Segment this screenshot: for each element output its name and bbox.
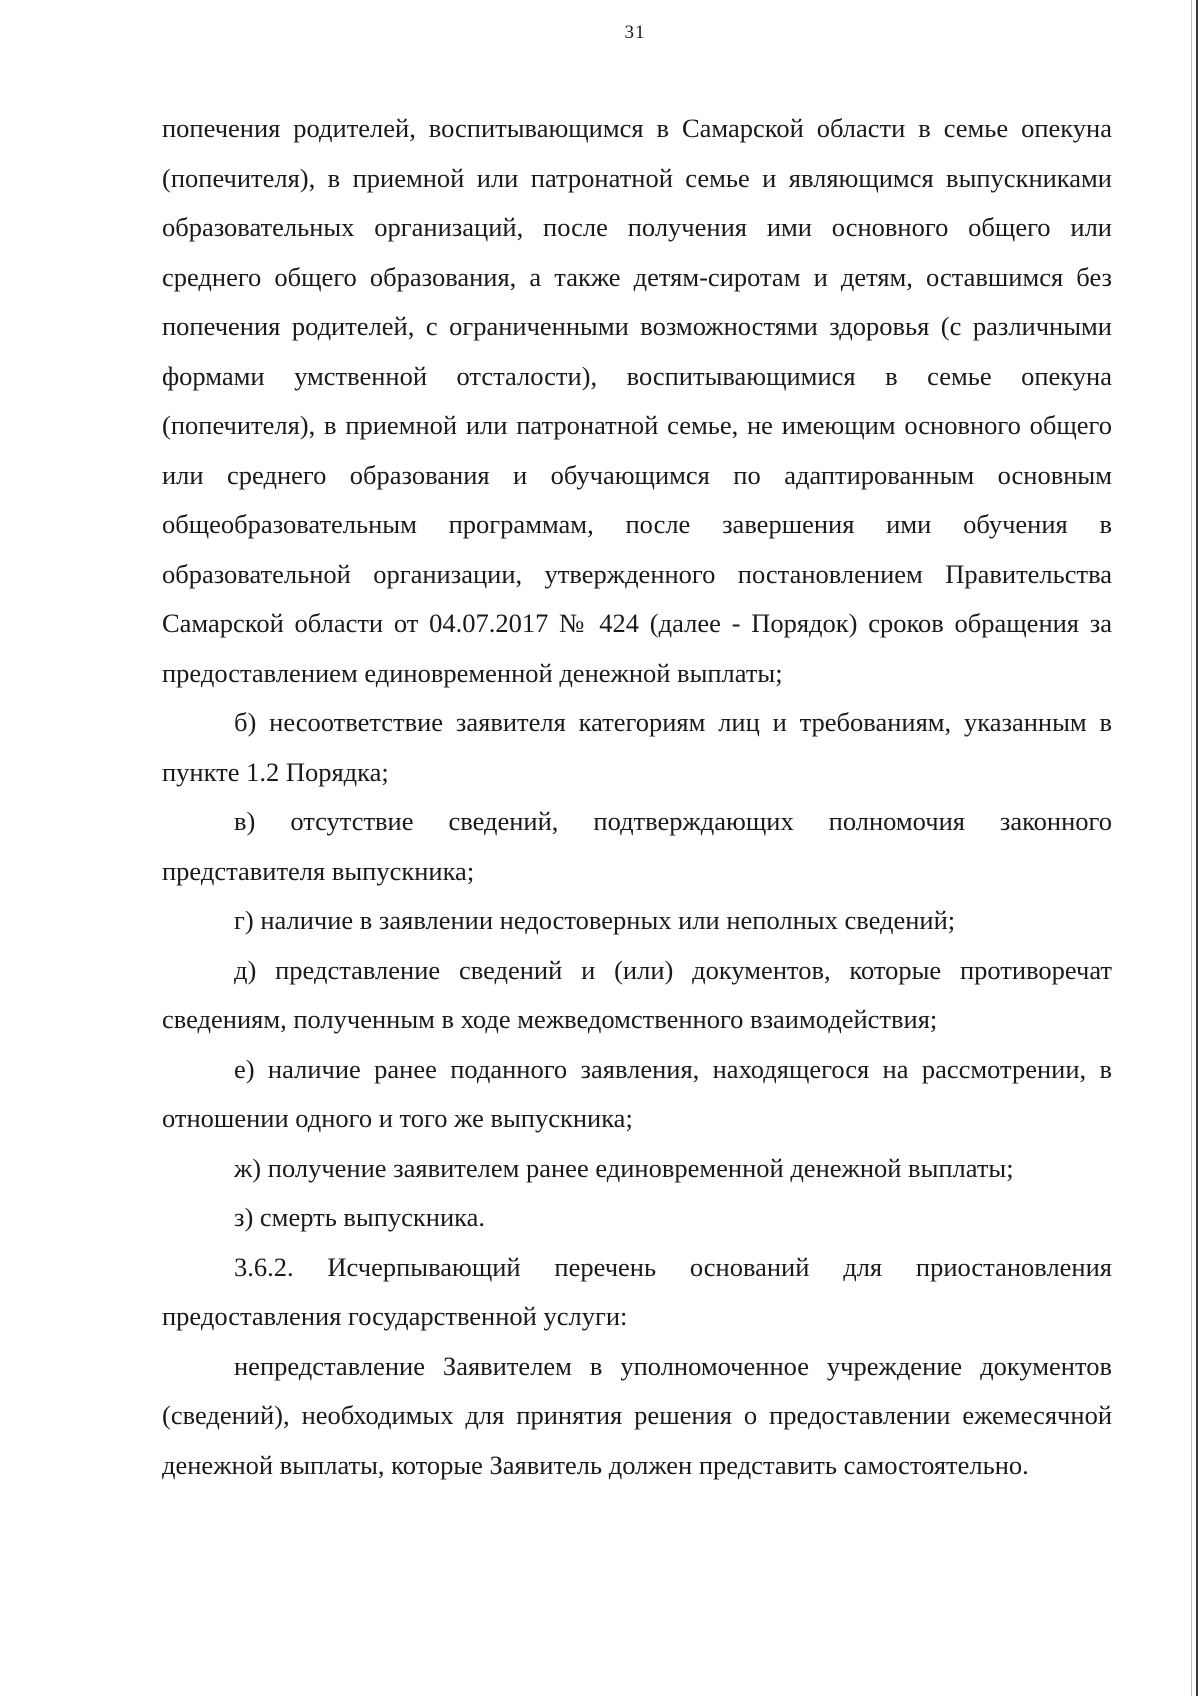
scan-edge-shadow: [1191, 0, 1192, 1696]
document-body: [162, 104, 1112, 1490]
paragraph-item-z: з) смерть выпускника.: [234, 1202, 486, 1232]
paragraph-section-3-6-2: 3.6.2. Исчерпывающий перечень оснований для приостановления предоставления государственной услуги:: [162, 1251, 1112, 1331]
paragraph-item-g: г) наличие в заявлении недостоверных или неполных сведений;: [234, 905, 956, 935]
paragraph-item-e: е) наличие ранее поданного заявления, находящегося на рассмотрении, в отношении одного и того же выпускника;: [162, 1053, 1112, 1133]
paragraph-item-v: в) отсутствие сведений, подтверждающих полномочия законного представителя выпускника;: [162, 806, 1112, 886]
paragraph-continuation: попечения родителей, воспитывающимся в Самарской области в семье опекуна (попечителя), в приемной или патронатной семье и являющимся выпускниками образовательных организаций, после получения ими основного общего или среднего общего образования, а также детям-сиротам и детям, оставшимся без попечения родителей, с ограниченными возможностями здоровья (с различными формами умственной отсталости), воспитывающимися в семье опекуна (попечителя), в приемной или патронатной семье, не имеющим основного общего или среднего образования и обучающимся по адаптированным основным общеобразовательным программам, после завершения ими обучения в образовательной организации, утвержденного постановлением Правительства Самарской области от 04.07.2017 № 424 (далее - Порядок) сроков обращения за предоставлением единовременной денежной выплаты;: [162, 113, 1112, 688]
scan-edge: [1196, 0, 1198, 1696]
paragraph-item-d: д) представление сведений и (или) документов, которые противоречат сведениям, полученным в ходе межведомственного взаимодействия;: [162, 954, 1112, 1034]
paragraph-suspension-ground: непредставление Заявителем в уполномоченное учреждение документов (сведений), необходимых для принятия решения о предоставлении ежемесячной денежной выплаты, которые Заявитель должен представить самостоятельно.: [162, 1350, 1112, 1480]
paragraph-item-b: б) несоответствие заявителя категориям лиц и требованиям, указанным в пункте 1.2 Порядка;: [162, 707, 1112, 787]
paragraph-item-zh: ж) получение заявителем ранее единовременной денежной выплаты;: [234, 1152, 1014, 1183]
page-number: 31: [624, 22, 646, 43]
